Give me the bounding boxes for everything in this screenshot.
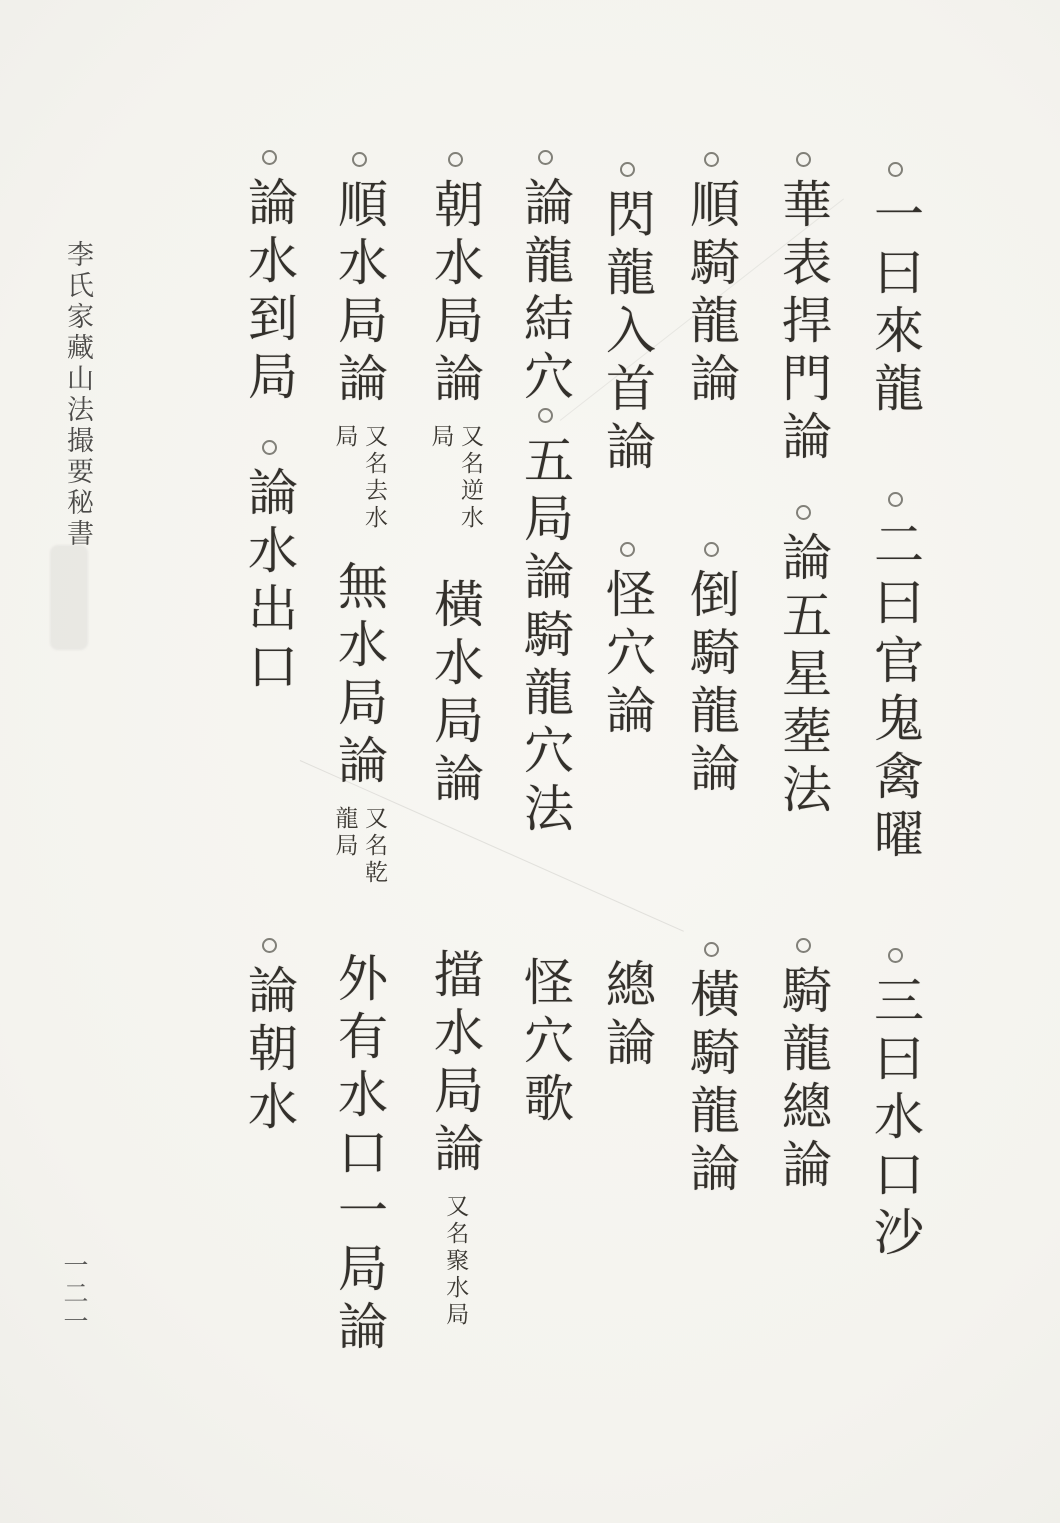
toc-entry-annotation: [331, 424, 387, 532]
reader-circle-mark-icon: [262, 150, 277, 165]
reader-circle-mark-icon: [796, 938, 811, 953]
toc-entry-annotation: [427, 424, 483, 532]
toc-entry-text: 朝水局論: [426, 178, 484, 410]
toc-entry: [512, 408, 578, 840]
reader-circle-mark-icon: [888, 492, 903, 507]
annotation-subcolumn: 局: [427, 424, 454, 451]
toc-entry: [236, 150, 302, 408]
book-title: 李氏家藏山法撮要秘書: [62, 240, 93, 550]
reader-circle-mark-icon: [704, 152, 719, 167]
toc-entry: [236, 440, 302, 698]
toc-entry: [422, 152, 488, 532]
toc-entry: [862, 948, 928, 1264]
annotation-subcolumn: 局: [331, 424, 358, 451]
toc-entry: [512, 956, 578, 1130]
annotation-subcolumn: 又名去水: [360, 424, 387, 532]
toc-entry-text: 華表捍門論: [774, 178, 832, 468]
toc-entry: [678, 942, 744, 1200]
toc-entry: [422, 578, 488, 810]
toc-entry: [594, 162, 660, 478]
toc-entry-text: 順水局論: [330, 178, 388, 410]
toc-entry: [326, 560, 392, 887]
toc-entry: [236, 938, 302, 1138]
toc-entry: [862, 162, 928, 420]
page-number: 一二一: [60, 1252, 89, 1336]
reader-circle-mark-icon: [796, 152, 811, 167]
toc-entry: [678, 152, 744, 410]
toc-entry: [770, 505, 836, 821]
toc-entry: [594, 958, 660, 1074]
toc-entry-annotation: [442, 1194, 468, 1329]
toc-entry: [678, 542, 744, 800]
toc-entry-text: 論朝水: [240, 964, 298, 1138]
toc-entry-text: 騎龍總論: [774, 964, 832, 1196]
toc-entry: [422, 948, 488, 1329]
toc-entry-text: 橫騎龍論: [682, 968, 740, 1200]
reader-circle-mark-icon: [888, 948, 903, 963]
reader-circle-mark-icon: [448, 152, 463, 167]
toc-entry-text: 論五星塟法: [774, 531, 832, 821]
toc-entry: [770, 152, 836, 468]
reader-circle-mark-icon: [620, 162, 635, 177]
annotation-subcolumn: 又名逆水: [456, 424, 483, 532]
toc-entry-text: 怪穴論: [598, 568, 656, 742]
annotation-subcolumn: 又名聚水局: [442, 1194, 469, 1329]
toc-entry-text: 順騎龍論: [682, 178, 740, 410]
toc-entry-text: 總論: [598, 958, 656, 1074]
toc-entry-text: 二曰官鬼禽曜: [866, 518, 924, 866]
toc-entry: [326, 952, 392, 1358]
toc-entry: [594, 542, 660, 742]
reader-circle-mark-icon: [704, 942, 719, 957]
toc-entry-text: 無水局論: [330, 560, 388, 792]
toc-entry-text: 論水出口: [240, 466, 298, 698]
toc-entry-text: 橫水局論: [426, 578, 484, 810]
reader-circle-mark-icon: [538, 408, 553, 423]
toc-entry-text: 五局論騎龍穴法: [516, 434, 574, 840]
toc-entry-text: 倒騎龍論: [682, 568, 740, 800]
toc-entry-text: 外有水口一局論: [330, 952, 388, 1358]
toc-entry-text: 三曰水口沙: [866, 974, 924, 1264]
reader-circle-mark-icon: [352, 152, 367, 167]
reader-circle-mark-icon: [704, 542, 719, 557]
toc-entry-annotation: [331, 806, 387, 887]
toc-entry-text: 論水到局: [240, 176, 298, 408]
toc-entry: [770, 938, 836, 1196]
toc-entry-text: 一曰來龍: [866, 188, 924, 420]
toc-entry-text: 擋水局論: [426, 948, 484, 1180]
reader-circle-mark-icon: [538, 150, 553, 165]
reader-circle-mark-icon: [888, 162, 903, 177]
reader-circle-mark-icon: [262, 938, 277, 953]
toc-entry-text: 論龍結穴: [516, 176, 574, 408]
reader-circle-mark-icon: [262, 440, 277, 455]
faint-seal-mark: [50, 545, 88, 650]
toc-entry: [862, 492, 928, 866]
toc-entry: [326, 152, 392, 532]
toc-entry-text: 怪穴歌: [516, 956, 574, 1130]
annotation-subcolumn: 又名乾: [360, 806, 387, 887]
toc-entry-text: 閃龍入首論: [598, 188, 656, 478]
annotation-subcolumn: 龍局: [331, 806, 358, 860]
reader-circle-mark-icon: [620, 542, 635, 557]
toc-entry: [512, 150, 578, 408]
reader-circle-mark-icon: [796, 505, 811, 520]
